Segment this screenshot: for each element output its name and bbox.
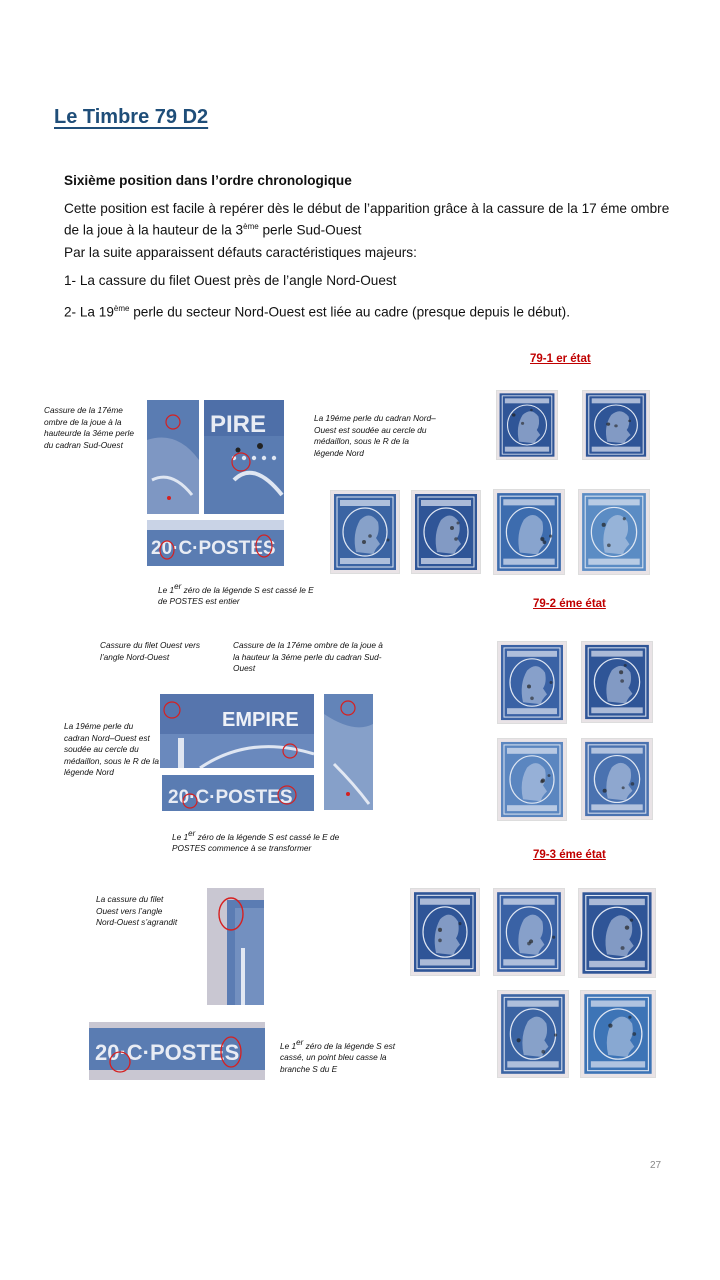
detail-crop-postes-1-art: [147, 520, 284, 566]
note-zero-3-b: zéro de la légende S est cassé, un point bleu casse la branche S du E: [280, 1040, 396, 1074]
paragraph-defects: Par la suite apparaissent défauts caractéristiques majeurs:: [64, 245, 417, 260]
detail-crop-frame-3-art: [207, 888, 264, 1005]
note-frame-break-2: Cassure du filet Ouest vers l’angle Nord-Ouest: [100, 640, 201, 662]
state-label-1: 79-1 er état: [530, 353, 591, 365]
page-title: Le Timbre 79 D2: [54, 106, 209, 128]
note-zero-3: [280, 1037, 396, 1075]
stamp-image: [581, 738, 653, 820]
para1-text: Cette position est facile à repérer dès le début de l’apparition grâce à la cassure de la 17 éme ombre de la joue à la hauteur de la 3: [64, 201, 670, 238]
stamp-image: [580, 990, 656, 1078]
note-cheek-shadow-2: Cassure de la 17éme ombre de la joue à la hauteur la 3éme perle du cadran Sud-Ouest: [233, 640, 383, 673]
item2-end: perle du secteur Nord-Ouest est liée au cadre (presque depuis le début).: [129, 304, 570, 320]
note-cheek-shadow-1: Cassure de la 17éme ombre de la joue à la hauteurde la 3éme perle du cadran Sud-Ouest: [44, 405, 134, 450]
stamp-image: [330, 490, 400, 574]
crop-empire-text: EMPIRE: [222, 709, 299, 731]
crop-postes-3-text: 20·C·POSTES: [95, 1040, 240, 1065]
stamp-image: [496, 390, 558, 460]
stamp-image: [493, 489, 565, 575]
stamp-image: [497, 738, 567, 821]
stamp-image: [493, 888, 565, 976]
stamp-image: [410, 888, 480, 976]
paragraph-intro: [64, 200, 674, 240]
stamp-image: [581, 641, 653, 723]
note-zero-3-a: Le 1: [280, 1040, 297, 1051]
detail-crop-pire: [204, 400, 284, 514]
note-pearl-19-1: La 19éme perle du cadran Nord–Ouest est soudée au cercle du médaillon, sous le R de la légende Nord: [314, 413, 436, 458]
note-zero-2-b: zéro de la légende S est cassé le E de POSTES commence à se transformer: [172, 831, 340, 854]
stamp-image: [582, 390, 650, 460]
detail-crop-empire-2-art: [160, 694, 314, 768]
note-zero-2-a: Le 1: [172, 831, 189, 842]
note-zero-1: [158, 581, 318, 608]
detail-crop-postes-2-art: [162, 775, 314, 811]
detail-crop-empire-2: [160, 694, 314, 768]
detail-crop-frame-3: [207, 888, 264, 1005]
stamp-image: [578, 888, 656, 978]
stamp-image: [578, 489, 650, 575]
para1-sup: ème: [243, 222, 259, 231]
crop-pire-text: PIRE: [210, 411, 267, 438]
stamp-image: [497, 641, 567, 724]
item2-start: 2- La 19: [64, 304, 114, 320]
note-zero-1-sup: er: [174, 582, 182, 591]
list-item-1: 1- La cassure du filet Ouest près de l’angle Nord-Ouest: [64, 273, 397, 288]
stamp-image: [497, 990, 569, 1078]
list-item-2: [64, 300, 570, 322]
crop-postes-2-text: 20·C·POSTES: [168, 787, 293, 808]
detail-crop-pire-art: [204, 400, 284, 514]
item2-sup: ème: [113, 304, 130, 313]
detail-crop-postes-3-art: [89, 1022, 265, 1080]
note-zero-1-a: Le 1: [158, 584, 175, 595]
state-label-3: 79-3 éme état: [533, 849, 606, 861]
detail-crop-cheek-2-art: [324, 694, 373, 810]
page-number: 27: [650, 1160, 662, 1171]
note-zero-2: [172, 828, 372, 855]
note-zero-2-sup: er: [188, 829, 196, 838]
note-zero-1-b: zéro de la légende S est cassé le E de POSTES est entier: [158, 584, 314, 607]
detail-crop-postes-2: [162, 775, 314, 811]
detail-crop-cheek-2: [324, 694, 373, 810]
para1-end: perle Sud-Ouest: [258, 222, 362, 238]
stamp-image: [411, 490, 481, 574]
state-label-2: 79-2 éme état: [533, 598, 606, 610]
note-pearl-19-2: La 19éme perle du cadran Nord–Ouest est soudée au cercle du médaillon, sous le R de la légende Nord: [64, 721, 160, 777]
detail-crop-postes-3: [89, 1022, 265, 1080]
subtitle: Sixième position dans l’ordre chronologique: [64, 173, 352, 188]
note-zero-3-sup: er: [296, 1038, 304, 1047]
crop-postes-1-text: 20·C·POSTES: [151, 538, 276, 559]
note-frame-break-3: La cassure du filet Ouest vers l’angle Nord-Ouest s’agrandit: [96, 894, 178, 927]
detail-crop-postes-1: [147, 520, 284, 566]
detail-crop-cheek-1: [147, 400, 199, 514]
detail-crop-cheek-1-art: [147, 400, 199, 514]
